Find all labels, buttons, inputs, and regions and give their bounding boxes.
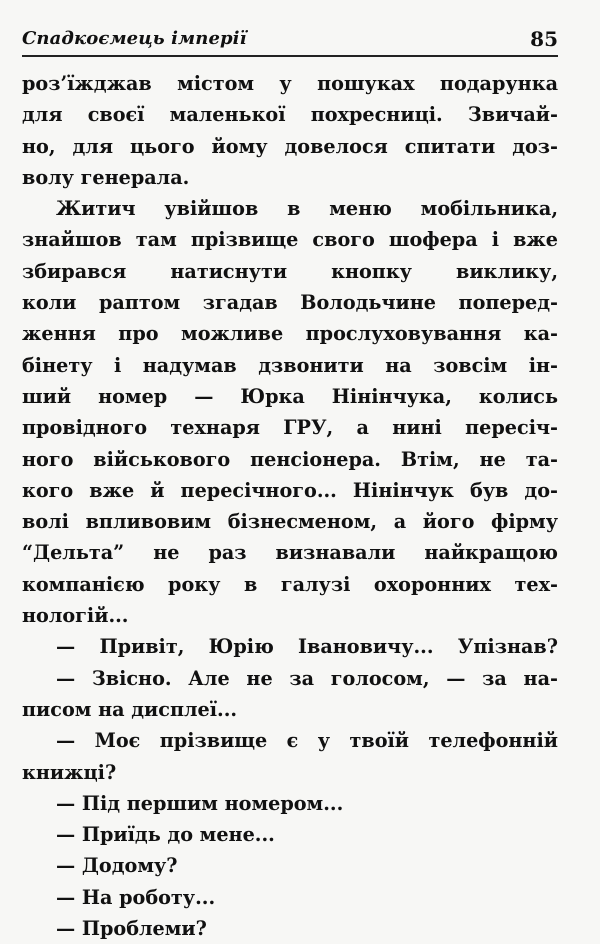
text-line: збирався натиснути кнопку виклику, [22, 259, 558, 283]
text-line: волу генерала. [22, 165, 190, 189]
text-line: нологій... [22, 604, 129, 628]
header-rule [22, 55, 558, 57]
text-line: “Дельта” не раз визнавали найкращою [22, 541, 558, 565]
text-line: провідного технаря ГРУ, а нині пересіч- [22, 416, 558, 440]
text-line: — Приїдь до мене... [56, 823, 275, 847]
page-header [22, 22, 558, 56]
text-line: кого вже й пересічного... Нінінчук був до- [22, 478, 558, 502]
text-line: — Привіт, Юрію Івановичу... Упізнав? [56, 635, 558, 659]
text-line: — Звісно. Але не за голосом, — за на- [56, 666, 558, 690]
text-line: — Під першим номером... [56, 791, 344, 815]
text-line: роз’їжджав містом у пошуках подарунка [22, 72, 558, 95]
text-line: но, для цього йому довелося спитати доз- [22, 134, 558, 158]
text-line: коли раптом згадав Володьчине поперед- [22, 291, 558, 315]
text-line: ший номер — Юрка Нінінчука, колись [22, 384, 558, 408]
page-number: 85 [530, 27, 558, 51]
text-line: книжці? [22, 760, 117, 784]
text-line: Житич увійшов в меню мобільника, [56, 197, 558, 221]
text-line: ження про можливе прослуховування ка- [22, 322, 558, 346]
text-line: — Додому? [56, 854, 178, 878]
text-line: волі впливовим бізнесменом, а його фірму [22, 510, 558, 534]
text-line: компанією року в галузі охоронних тех- [22, 572, 558, 596]
text-line: писом на дисплеї... [22, 697, 238, 721]
text-line: ного військового пенсіонера. Втім, не та- [22, 447, 558, 471]
running-title: Спадкоємець імперії [22, 28, 247, 49]
book-page [22, 22, 558, 941]
text-line: бінету і надумав дзвонити на зовсім ін- [22, 353, 558, 377]
text-line: для своєї маленької похресниці. Звичай- [22, 103, 558, 127]
text-line: знайшов там прізвище свого шофера і вже [22, 228, 558, 252]
text-line: — Моє прізвище є у твоїй телефонній [56, 729, 558, 753]
text-line: — Проблеми? [56, 917, 207, 941]
body-text [22, 68, 558, 944]
text-line: — На роботу... [56, 885, 216, 909]
